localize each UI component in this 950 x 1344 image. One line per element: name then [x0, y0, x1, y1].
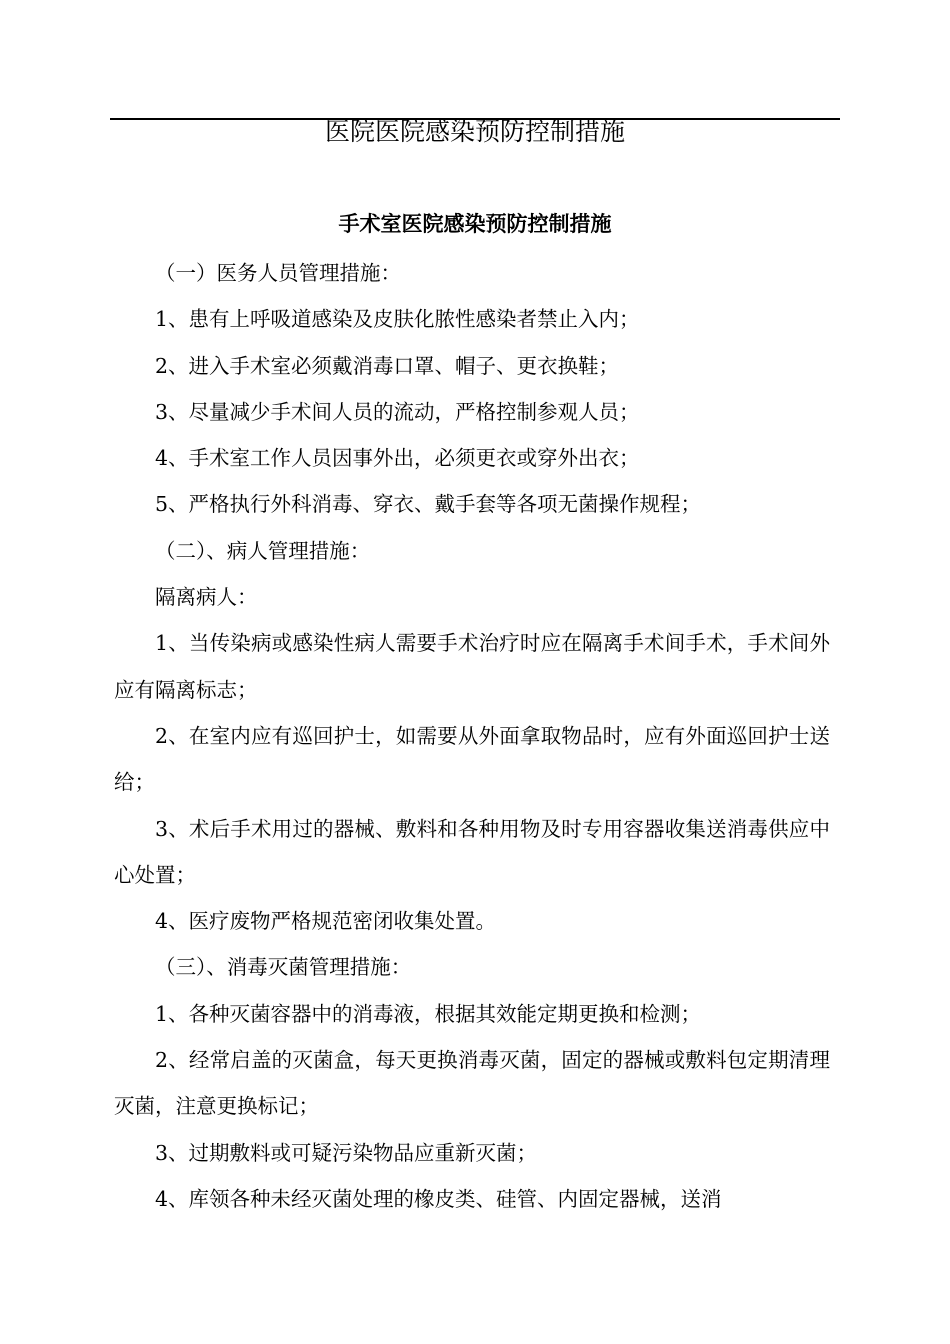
paragraph: 3、术后手术用过的器械、敷料和各种用物及时专用容器收集送消毒供应中心处置；	[114, 816, 830, 887]
paragraph: 1、患有上呼吸道感染及皮肤化脓性感染者禁止入内；	[155, 307, 640, 332]
paragraph: 2、在室内应有巡回护士，如需要从外面拿取物品时，应有外面巡回护士送给；	[114, 723, 830, 795]
paragraph: 5、严格执行外科消毒、穿衣、戴手套等各项无菌操作规程；	[155, 492, 702, 517]
section-title: 手术室医院感染预防控制措施	[338, 212, 612, 236]
paragraph: 隔离病人：	[155, 585, 258, 610]
document-body	[114, 250, 830, 1222]
paragraph: 4、库领各种未经灭菌处理的橡皮类、硅管、内固定器械，送消	[155, 1186, 722, 1211]
paragraph: 1、当传染病或感染性病人需要手术治疗时应在隔离手术间手术，手术间外应有隔离标志；	[114, 631, 830, 702]
paragraph: （一）医务人员管理措施：	[155, 261, 401, 285]
paragraph: 2、经常启盖的灭菌盒，每天更换消毒灭菌，固定的器械或敷料包定期清理灭菌，注意更换标记；	[114, 1048, 830, 1119]
paragraph: 3、过期敷料或可疑污染物品应重新灭菌；	[155, 1140, 538, 1165]
paragraph: （三）、消毒灭菌管理措施：	[155, 955, 412, 980]
paragraph: 4、手术室工作人员因事外出，必须更衣或穿外出衣；	[155, 446, 640, 471]
document-title: 医院医院感染预防控制措施	[324, 117, 625, 146]
paragraph: 2、进入手术室必须戴消毒口罩、帽子、更衣换鞋；	[155, 353, 620, 378]
paragraph: 4、医疗废物严格规范密闭收集处置。	[155, 909, 497, 934]
paragraph: 3、尽量减少手术间人员的流动，严格控制参观人员；	[155, 399, 640, 424]
paragraph: （二）、病人管理措施：	[155, 538, 371, 563]
paragraph: 1、各种灭菌容器中的消毒液，根据其效能定期更换和检测；	[155, 1001, 702, 1026]
